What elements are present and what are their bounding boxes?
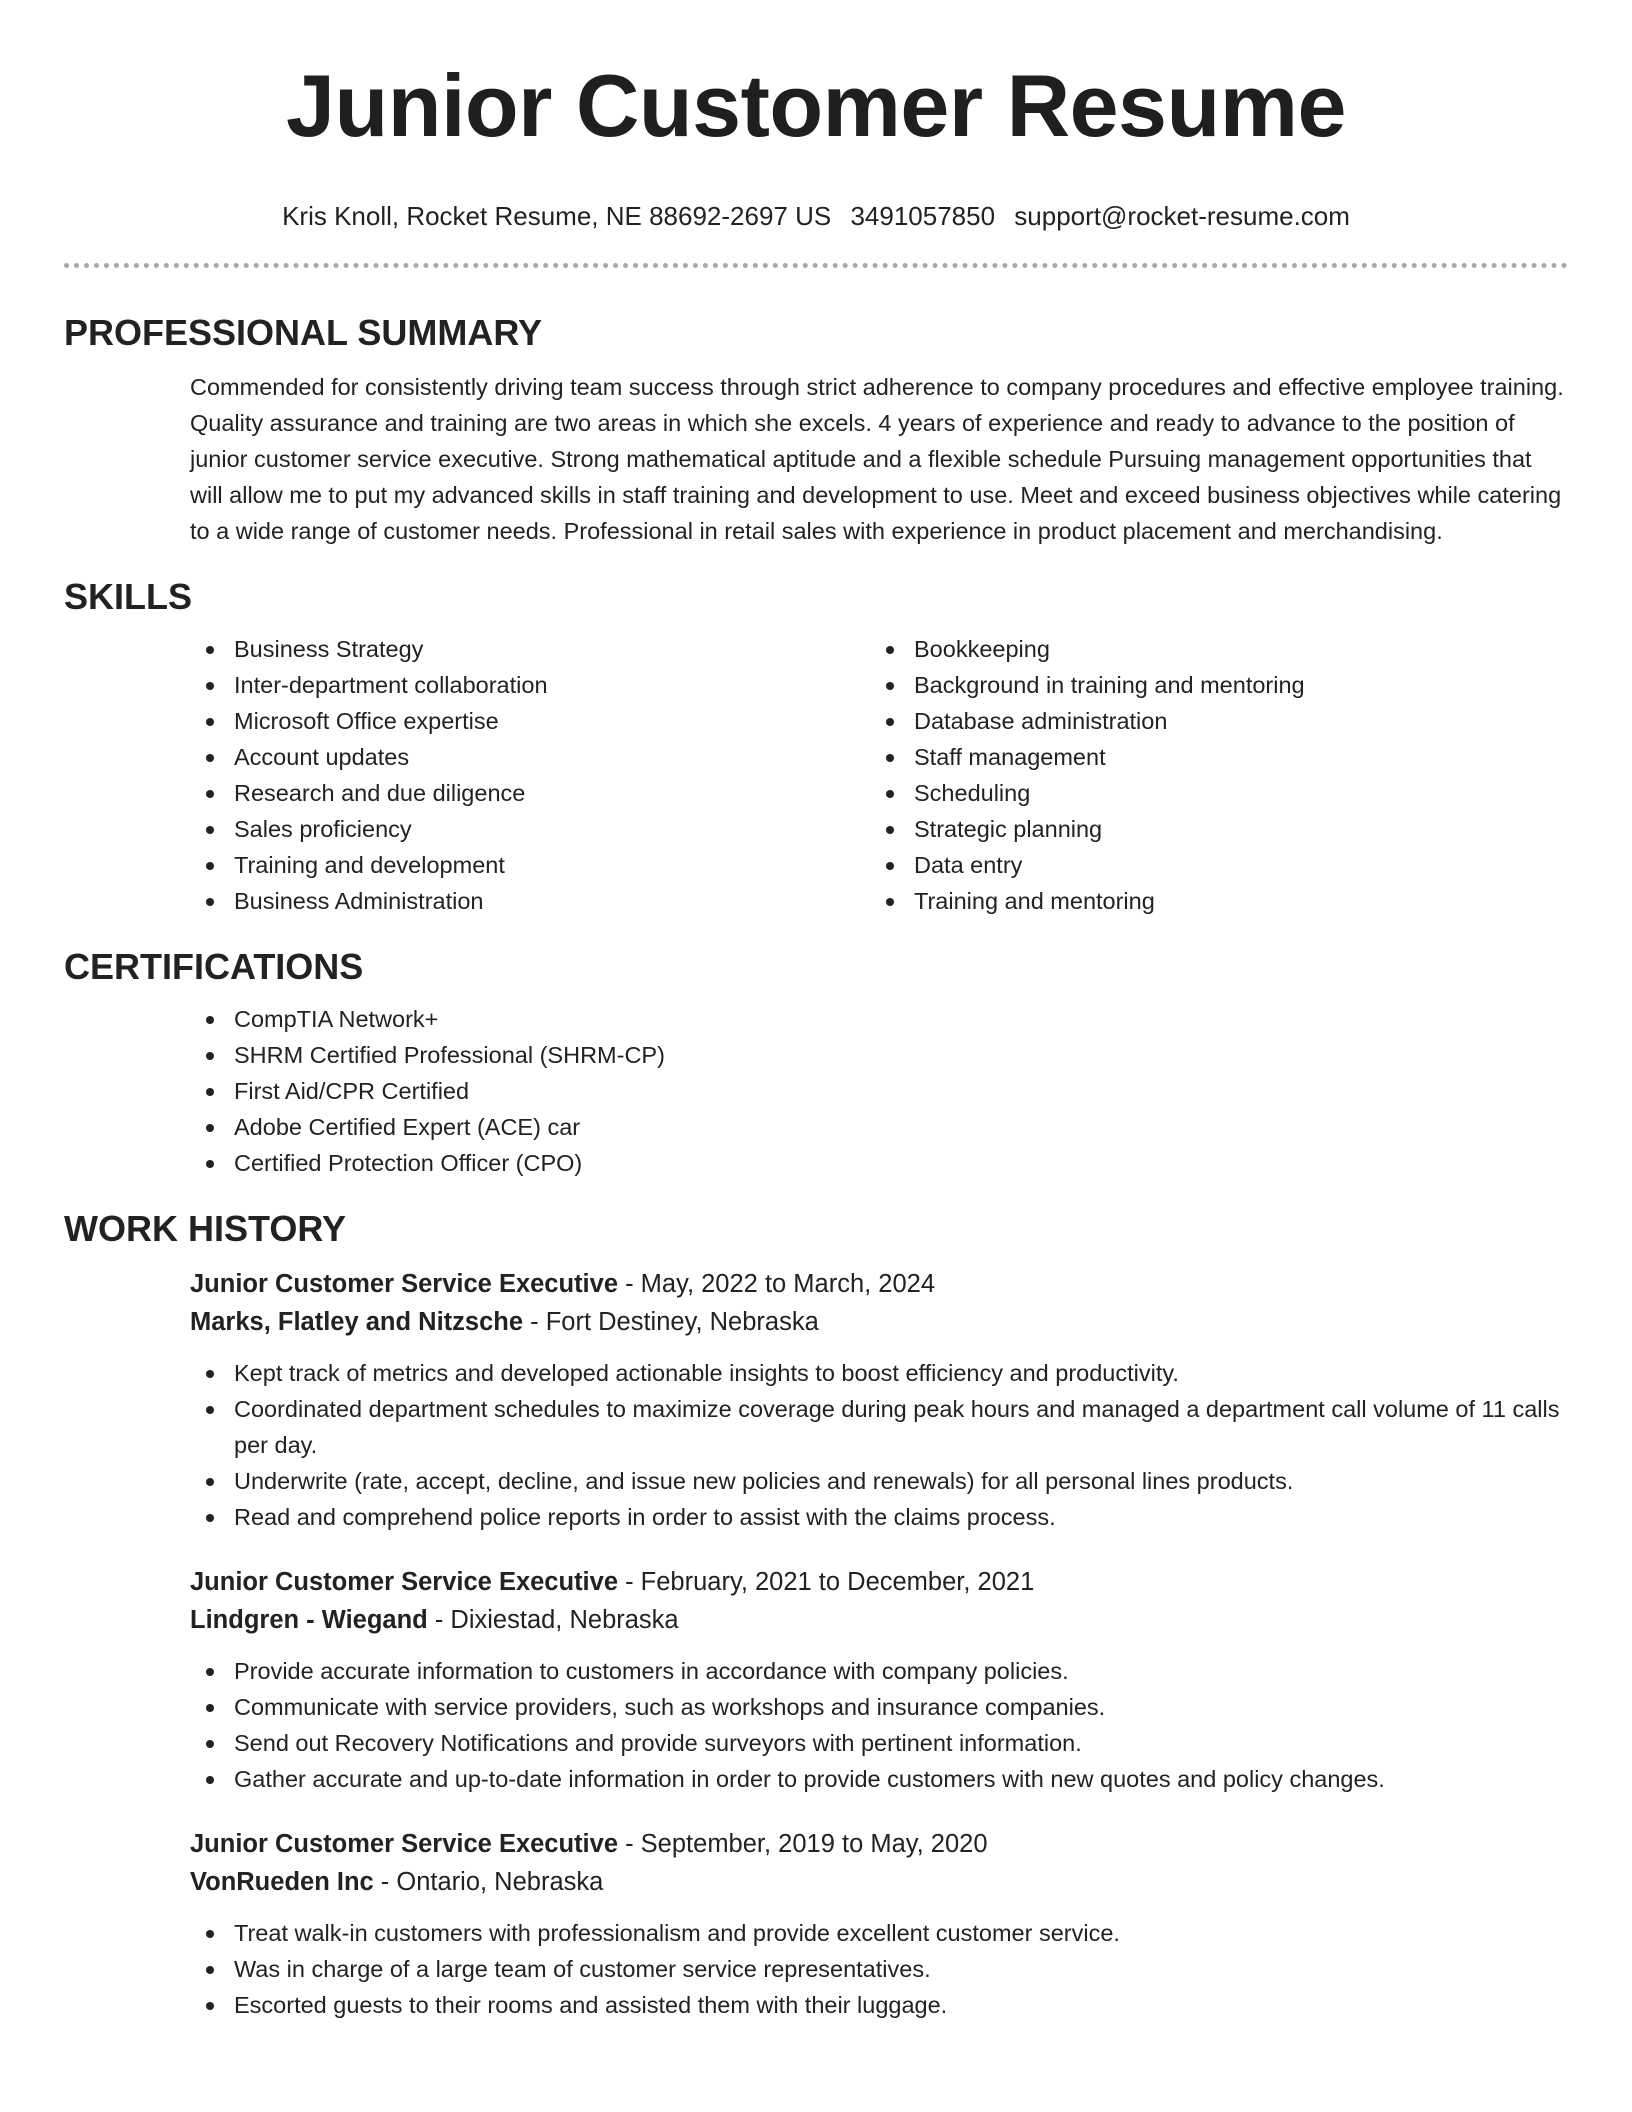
- job-location: - Dixiestad, Nebraska: [427, 1606, 679, 1634]
- job-duties-list: [190, 1915, 1568, 2023]
- contact-address: Kris Knoll, Rocket Resume, NE 88692-2697 US: [282, 201, 832, 231]
- job-company-line: [190, 1601, 1568, 1639]
- job-duty: Read and comprehend police reports in order to assist with the claims process.: [190, 1499, 1568, 1535]
- header-divider: [64, 263, 1568, 268]
- work-history-section: [64, 1207, 1568, 2023]
- job-title-line: [190, 1825, 1568, 1863]
- skill-item: Sales proficiency: [190, 811, 870, 847]
- skill-item: Training and mentoring: [870, 883, 1550, 919]
- skill-item: Microsoft Office expertise: [190, 703, 870, 739]
- job-dates: - May, 2022 to March, 2024: [618, 1270, 936, 1298]
- skills-list-right: [870, 631, 1550, 919]
- job-entry: [64, 1563, 1568, 1797]
- job-title: Junior Customer Service Executive: [190, 1568, 619, 1596]
- skill-item: Business Strategy: [190, 631, 870, 667]
- job-duty: Send out Recovery Notifications and provide surveyors with pertinent information.: [190, 1725, 1568, 1761]
- certification-item: SHRM Certified Professional (SHRM-CP): [190, 1037, 1568, 1073]
- work-history-heading: WORK HISTORY: [64, 1208, 347, 1249]
- contact-line: [64, 200, 1568, 232]
- summary-section: [64, 311, 1568, 549]
- skill-item: Strategic planning: [870, 811, 1550, 847]
- skill-item: Training and development: [190, 847, 870, 883]
- certification-item: CompTIA Network+: [190, 1001, 1568, 1037]
- job-location: - Fort Destiney, Nebraska: [523, 1308, 819, 1336]
- job-title-line: [190, 1563, 1568, 1601]
- job-company: Marks, Flatley and Nitzsche: [190, 1308, 524, 1336]
- job-location: - Ontario, Nebraska: [373, 1868, 604, 1896]
- job-duties-list: [190, 1653, 1568, 1797]
- skills-section: [64, 575, 1568, 919]
- job-title: Junior Customer Service Executive: [190, 1830, 619, 1858]
- job-dates: - September, 2019 to May, 2020: [618, 1830, 988, 1858]
- job-company: Lindgren - Wiegand: [190, 1606, 428, 1634]
- job-duty: Was in charge of a large team of customer service representatives.: [190, 1951, 1568, 1987]
- resume-title: Junior Customer Resume: [286, 56, 1346, 155]
- contact-email: support@rocket-resume.com: [1014, 201, 1350, 231]
- skill-item: Database administration: [870, 703, 1550, 739]
- certifications-heading: CERTIFICATIONS: [64, 946, 364, 987]
- skill-item: Research and due diligence: [190, 775, 870, 811]
- skill-item: Staff management: [870, 739, 1550, 775]
- job-entry: [64, 1265, 1568, 1535]
- job-dates: - February, 2021 to December, 2021: [618, 1568, 1035, 1596]
- certification-item: First Aid/CPR Certified: [190, 1073, 1568, 1109]
- job-company: VonRueden Inc: [190, 1868, 374, 1896]
- job-duty: Kept track of metrics and developed actionable insights to boost efficiency and productivity.: [190, 1355, 1568, 1391]
- job-title-line: [190, 1265, 1568, 1303]
- skills-columns: [64, 631, 1568, 919]
- job-duty: Coordinated department schedules to maximize coverage during peak hours and managed a department call volume of 11 calls per day.: [190, 1391, 1568, 1463]
- certification-item: Adobe Certified Expert (ACE) car: [190, 1109, 1568, 1145]
- job-duty: Communicate with service providers, such as workshops and insurance companies.: [190, 1689, 1568, 1725]
- certifications-section: [64, 945, 1568, 1181]
- skills-heading: SKILLS: [64, 576, 193, 617]
- skill-item: Business Administration: [190, 883, 870, 919]
- job-company-line: [190, 1303, 1568, 1341]
- skill-item: Account updates: [190, 739, 870, 775]
- job-entry: [64, 1825, 1568, 2023]
- contact-phone: 3491057850: [850, 201, 996, 231]
- skills-list-left: [190, 631, 870, 919]
- job-title: Junior Customer Service Executive: [190, 1270, 619, 1298]
- skill-item: Data entry: [870, 847, 1550, 883]
- job-company-line: [190, 1863, 1568, 1901]
- job-duty: Treat walk-in customers with professionalism and provide excellent customer service.: [190, 1915, 1568, 1951]
- certification-item: Certified Protection Officer (CPO): [190, 1145, 1568, 1181]
- certifications-list: [64, 1001, 1568, 1181]
- summary-text: Commended for consistently driving team success through strict adherence to company procedures and effective employee training. Quality assurance and training are two areas in which she excels. 4 years of experience and ready to advance to the position of junior customer service executive. Strong mathematical aptitude and a flexible schedule Pursuing management opportunities that will allow me to put my advanced skills in staff training and development to use. Meet and exceed business objectives while catering to a wide range of customer needs. Professional in retail sales with experience in product placement and merchandising.: [190, 374, 1564, 544]
- skill-item: Scheduling: [870, 775, 1550, 811]
- summary-heading: PROFESSIONAL SUMMARY: [64, 312, 543, 353]
- skill-item: Background in training and mentoring: [870, 667, 1550, 703]
- skill-item: Inter-department collaboration: [190, 667, 870, 703]
- job-duty: Provide accurate information to customers in accordance with company policies.: [190, 1653, 1568, 1689]
- job-duty: Escorted guests to their rooms and assisted them with their luggage.: [190, 1987, 1568, 2023]
- job-duties-list: [190, 1355, 1568, 1535]
- job-duty: Underwrite (rate, accept, decline, and issue new policies and renewals) for all personal lines products.: [190, 1463, 1568, 1499]
- skill-item: Bookkeeping: [870, 631, 1550, 667]
- job-duty: Gather accurate and up-to-date information in order to provide customers with new quotes and policy changes.: [190, 1761, 1568, 1797]
